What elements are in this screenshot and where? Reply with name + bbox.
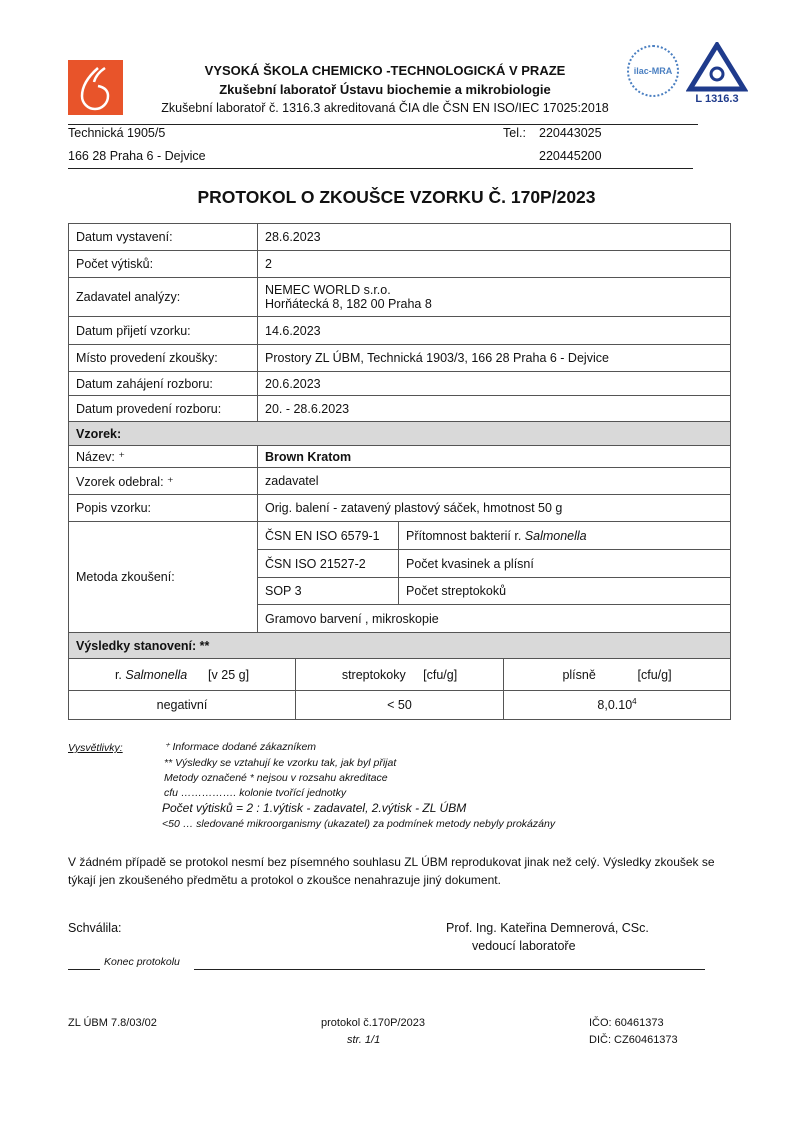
footer-page: str. 1/1 bbox=[347, 1034, 381, 1046]
approver-name: Prof. Ing. Kateřina Demnerová, CSc. bbox=[446, 921, 649, 935]
note: Metody označené * nejsou v rozsahu akreditace bbox=[164, 772, 388, 784]
value: Prostory ZL ÚBM, Technická 1903/3, 166 28 Praha 6 - Dejvice bbox=[258, 345, 731, 372]
result-header: plísně [cfu/g] bbox=[504, 659, 731, 691]
method-std: ČSN EN ISO 6579-1 bbox=[258, 522, 399, 550]
disclaimer: týkají jen zkoušeného předmětu a protokol o zkoušce nenahrazuje jiný dokument. bbox=[68, 873, 501, 887]
footer-ico: IČO: 60461373 bbox=[589, 1017, 664, 1029]
address-street: Technická 1905/5 bbox=[68, 126, 166, 140]
protocol-table bbox=[68, 223, 731, 659]
notes-label: Vysvětlivky: bbox=[68, 742, 123, 754]
result-value: 8,0.10$^4$ bbox=[504, 691, 731, 720]
info-row bbox=[69, 278, 731, 317]
vscht-logo bbox=[68, 60, 123, 115]
footer-doc: ZL ÚBM 7.8/03/02 bbox=[68, 1017, 157, 1029]
value: NEMEC WORLD s.r.o. Horňátecká 8, 182 00 Praha 8 bbox=[258, 278, 731, 317]
label: Datum provedení rozboru: bbox=[69, 396, 258, 422]
table-row bbox=[69, 522, 731, 550]
disclaimer: V žádném případě se protokol nesmí bez písemného souhlasu ZL ÚBM reprodukovat jinak než celý. Výsledky zkoušek se bbox=[68, 855, 715, 869]
table-row bbox=[69, 691, 731, 720]
label: Metoda zkoušení: bbox=[69, 522, 258, 633]
value: Orig. balení - zatavený plastový sáček, hmotnost 50 g bbox=[258, 495, 731, 522]
value: 20.6.2023 bbox=[258, 372, 731, 396]
info-row bbox=[69, 396, 731, 422]
result-header: streptokoky [cfu/g] bbox=[296, 659, 504, 691]
table-row bbox=[69, 422, 731, 446]
result-value: < 50 bbox=[296, 691, 504, 720]
note: <50 … sledované mikroorganismy (ukazatel) za podmínek metody nebyly prokázány bbox=[162, 818, 556, 830]
label: Zadavatel analýzy: bbox=[69, 278, 258, 317]
note: Počet výtisků = 2 : 1.výtisk - zadavatel, 2.výtisk - ZL ÚBM bbox=[162, 801, 467, 815]
accreditation-text: Zkušební laboratoř č. 1316.3 akreditovaná ČIA dle ČSN EN ISO/IEC 17025:2018 bbox=[161, 101, 609, 115]
note: cfu ……………. kolonie tvořící jednotky bbox=[164, 787, 347, 799]
label: Datum vystavení: bbox=[69, 224, 258, 251]
value: 20. - 28.6.2023 bbox=[258, 396, 731, 422]
method-extra: Gramovo barvení , mikroskopie bbox=[258, 605, 731, 633]
tel-1: 220443025 bbox=[539, 126, 602, 140]
info-row bbox=[69, 317, 731, 345]
address-city: 166 28 Praha 6 - Dejvice bbox=[68, 149, 206, 163]
ilac-mra-logo: ilac-MRA bbox=[627, 45, 679, 97]
label: Název: ⁺ bbox=[69, 446, 258, 468]
table-row bbox=[69, 633, 731, 659]
label: Vzorek odebral: ⁺ bbox=[69, 468, 258, 495]
label: Datum zahájení rozboru: bbox=[69, 372, 258, 396]
value: zadavatel bbox=[258, 468, 731, 495]
method-desc: Počet streptokoků bbox=[399, 578, 731, 605]
method-desc: Přítomnost bakterií r. Salmonella bbox=[399, 522, 731, 550]
info-row bbox=[69, 251, 731, 278]
table-row bbox=[69, 446, 731, 468]
note: ** Výsledky se vztahují ke vzorku tak, jak byl přijat bbox=[164, 757, 397, 769]
method-std: SOP 3 bbox=[258, 578, 399, 605]
sample-heading: Vzorek: bbox=[69, 422, 731, 446]
results-heading: Výsledky stanovení: ** bbox=[69, 633, 731, 659]
end-of-protocol: Konec protokolu bbox=[104, 956, 180, 968]
lab-name: Zkušební laboratoř Ústavu biochemie a mikrobiologie bbox=[219, 82, 551, 97]
info-row bbox=[69, 345, 731, 372]
note: ⁺ Informace dodané zákazníkem bbox=[164, 741, 317, 753]
table-row bbox=[69, 495, 731, 522]
approver-role: vedoucí laboratoře bbox=[472, 939, 576, 953]
method-std: ČSN ISO 21527-2 bbox=[258, 550, 399, 578]
label: Popis vzorku: bbox=[69, 495, 258, 522]
approval-label: Schválila: bbox=[68, 921, 122, 935]
footer-dic: DIČ: CZ60461373 bbox=[589, 1034, 678, 1046]
tel-label: Tel.: bbox=[503, 126, 526, 140]
page-title: PROTOKOL O ZKOUŠCE VZORKU Č. 170P/2023 bbox=[197, 187, 596, 207]
method-desc: Počet kvasinek a plísní bbox=[399, 550, 731, 578]
sample-name: Brown Kratom bbox=[258, 446, 731, 468]
tel-2: 220445200 bbox=[539, 149, 602, 163]
footer-protocol: protokol č.170P/2023 bbox=[321, 1017, 425, 1029]
institution-name: VYSOKÁ ŠKOLA CHEMICKO -TECHNOLOGICKÁ V PRAZE bbox=[204, 63, 566, 78]
value: 2 bbox=[258, 251, 731, 278]
info-row bbox=[69, 224, 731, 251]
table-row bbox=[69, 468, 731, 495]
value: 14.6.2023 bbox=[258, 317, 731, 345]
table-row bbox=[69, 659, 731, 691]
result-value: negativní bbox=[69, 691, 296, 720]
label: Datum přijetí vzorku: bbox=[69, 317, 258, 345]
cia-logo: L 1316.3 bbox=[686, 42, 748, 104]
results-table bbox=[68, 658, 731, 720]
info-row bbox=[69, 372, 731, 396]
value: 28.6.2023 bbox=[258, 224, 731, 251]
result-header: r. Salmonella [v 25 g] bbox=[69, 659, 296, 691]
label: Místo provedení zkoušky: bbox=[69, 345, 258, 372]
label: Počet výtisků: bbox=[69, 251, 258, 278]
